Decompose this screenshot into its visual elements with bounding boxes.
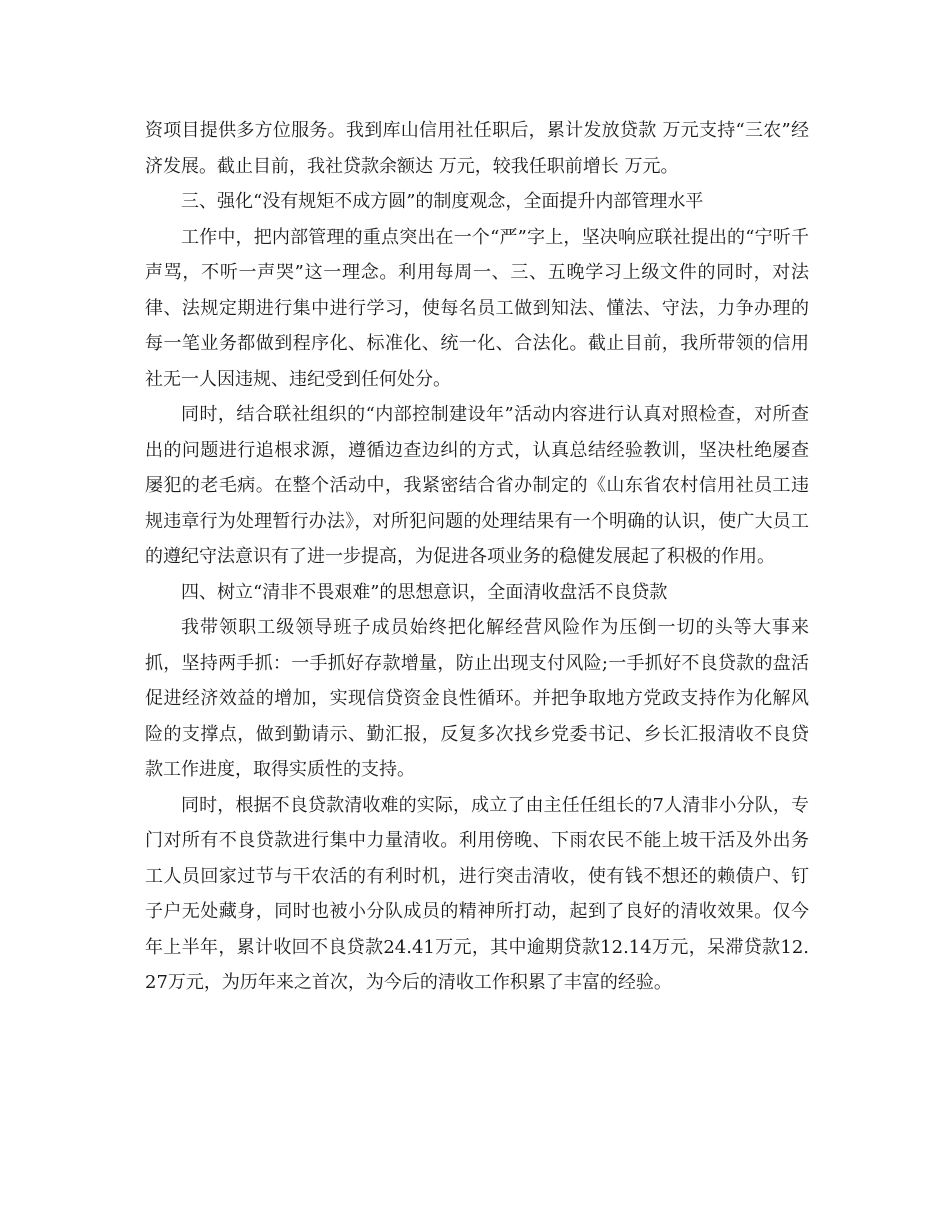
paragraph-2: 工作中，把内部管理的重点突出在一个“严”字上，坚决响应联社提出的“宁听千声骂，不听一声哭”这一理念。利用每周一、三、五晚学习上级文件的同时，对法律、法规定期进行集中进行学习，使每名员工做到知法、懂法、守法，力争办理的每一笔业务都做到程序化、标准化、统一化、合法化。截止目前，我所带领的信用社无一人因违规、违纪受到任何处分。 — [145, 226, 809, 390]
paragraph-3: 同时，结合联社组织的“内部控制建设年”活动内容进行认真对照检查，对所查出的问题进行追根求源，遵循边查边纠的方式，认真总结经验教训，坚决杜绝屡查屡犯的老毛病。在整个活动中，我紧密结合省办制定的《山东省农村信用社员工违规违章行为处理暂行办法》，对所犯问题的处理结果有一个明确的认识，使广大员工的遵纪守法意识有了进一步提高，为促进各项业务的稳健发展起了积极的作用。 — [145, 404, 809, 567]
section-heading-4: 四、树立“清非不畏艰难”的思想意识，全面清收盘活不良贷款 — [181, 581, 668, 603]
section-heading-3: 三、强化“没有规矩不成方圆”的制度观念，全面提升内部管理水平 — [181, 191, 704, 212]
paragraph-4: 我带领职工级领导班子成员始终把化解经营风险作为压倒一切的头等大事来抓，坚持两手抓：一手抓好存款增量，防止出现支付风险;一手抓好不良贷款的盘活促进经济效益的增加，实现信贷资金良性循环。并把争取地方党政支持作为化解风险的支撑点，做到勤请示、勤汇报，反复多次找乡党委书记、乡长汇报清收不良贷款工作进度，取得实质性的支持。 — [145, 617, 809, 780]
document-body — [145, 113, 809, 1001]
paragraph-1: 资项目提供多方位服务。我到库山信用社任职后，累计发放贷款 万元支持“三农”经济发展。截止目前，我社贷款余额达 万元，较我任职前增长 万元。 — [145, 120, 809, 177]
paragraph-5: 同时，根据不良贷款清收难的实际，成立了由主任任组长的7人清非小分队，专门对所有不良贷款进行集中力量清收。利用傍晚、下雨农民不能上坡干活及外出务工人员回家过节与干农活的有利时机，进行突击清收，使有钱不想还的赖债户、钉子户无处藏身，同时也被小分队成员的精神所打动，起到了良好的清收效果。仅今年上半年，累计收回不良贷款24.41万元，其中逾期贷款12.14万元，呆滞贷款12.27万元，为历年来之首次，为今后的清收工作积累了丰富的经验。 — [145, 794, 809, 993]
